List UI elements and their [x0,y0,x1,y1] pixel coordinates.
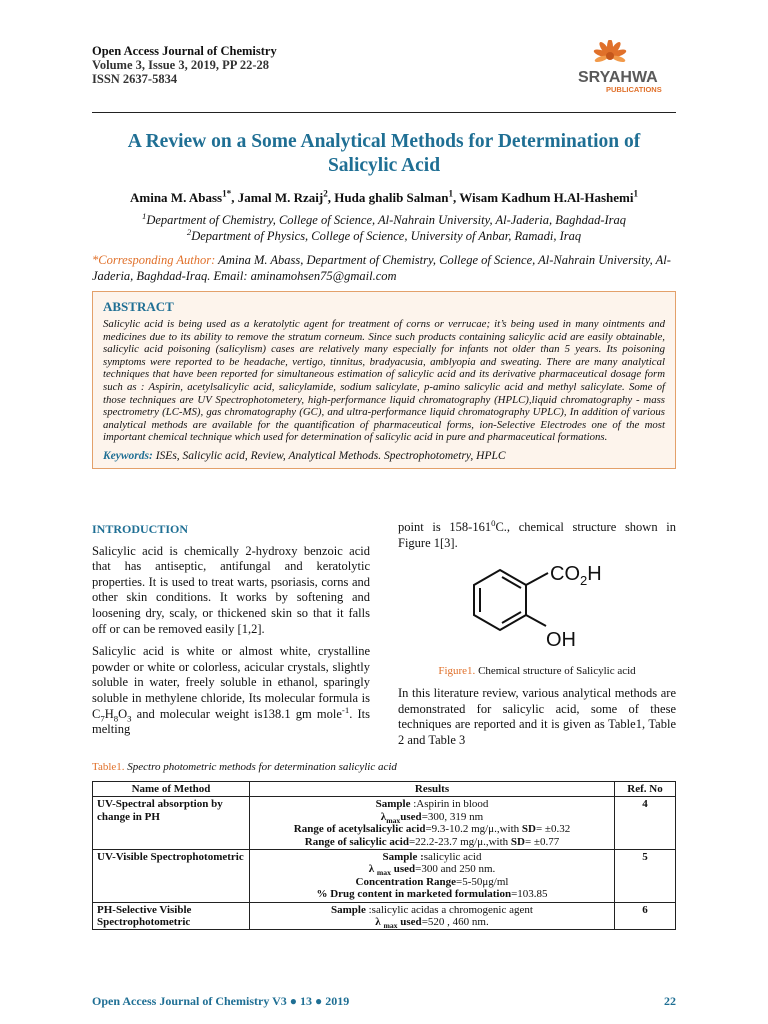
intro-paragraph-4: In this literature review, various analytical methods are demonstrated for salicylic acid, some of these techniques are reported and it is given as Table1, Table 2 and Table 3 [398,686,676,747]
author: Wisam Kadhum H.Al-Hashemi [459,190,634,205]
author-list: Amina M. Abass$^{1*}$, Jamal M. Rzaij$^2$, Huda ghalib Salman$^1$, Wisam Kadhum H.Al-Hashemi$^1$ [129,188,639,205]
table-label: Table1. [92,761,125,773]
keywords-label: Keywords: [103,449,153,462]
corresponding-text: Amina M. Abass, Department of Chemistry, College of Science, Al-Nahrain University, Al-Jaderia, Baghdad-Iraq. Email: aminamohsen75@gmail.com [92,253,671,283]
table-row [93,797,676,850]
text-run: =103.85 [511,888,548,901]
author-sup: 1 [448,188,453,199]
figure-label: Figure1. [438,665,476,677]
text-run: SD [510,835,525,848]
author-sup: 1* [222,188,232,199]
abstract-text: Salicylic acid is being used as a keratolytic agent for treatment of corns or verrucae; it’s being used in many ointments and medicines due to its ability to remove the stratum corneum. Since such products containing salicylic acid are easily obtainable, salicylic acid poisoning (salicylism) cases are relatively many especially for infants not older than 5 years. Its poisoning symptoms were reported to be headache, vertigo, tinnitus, bradyacusia, amblyopia and sweating. There are many analytical techniques that have been reported for simultaneous estimation of salicylic acid and its derivative pharmaceutical dosage form such as : Aspirin, acetylsalicylic acid, salicylamide, sodium salicylate, p-amino salicylic acid and methyl salicylate. Some of those techniques are UV Spectrophotometery, high-performance liquid chromatography (HPLC),liquid chromatography - mass spectrometry (LC-MS), gas chromatography (GC), and ultra-performance liquid chromatography UPLC), In addition of various analytical methods are available for the quantification of pharmaceutical forms, ion-Selective Electrodes one of the most important chemical technique which used for determination of salicylic acid in pure and pharmaceutical formations. [103,318,665,444]
paper-title: A Review on a Some Analytical Methods for Determination of Salicylic Acid [127,131,641,176]
intro-left-column [92,522,370,745]
results-cell [250,850,615,903]
co2h-label: $CO_2H$ [550,563,602,588]
header-cell: Results [250,782,615,797]
author-sup: 1 [633,188,639,199]
section-heading: INTRODUCTION [92,522,189,536]
text-run: salicylic acid [423,851,482,864]
text-run: point is 158-161 [398,520,492,534]
table-caption-text: Spectro photometric methods for determination salicylic acid [124,761,397,773]
text-run: Sample : [382,851,424,864]
table-caption [92,761,397,773]
intro-paragraph-3 [398,517,676,551]
header-cell: Name of Method [93,782,250,797]
benzene-ring-icon [460,556,620,656]
results-cell [250,797,615,850]
text-run: =22.2-23.7 mg/μ.,with [408,835,511,848]
methods-table [92,781,676,930]
abstract-heading: ABSTRACT [103,299,174,314]
text-run: Concentration Range [355,875,457,888]
text-run: -1 [341,704,350,715]
footer-journal: Open Access Journal of Chemistry V3 ● 13 ● 2019 [92,994,350,1008]
text-run: 0 [491,517,496,528]
publisher-logo [574,40,684,98]
text-run: =300 and 250 nm. [415,863,496,876]
text-run: = ±0.32 [535,823,571,836]
corresponding-label: *Corresponding Author: [92,253,216,267]
text-run: used [397,916,422,929]
results-cell [250,902,615,930]
text-run: Sample [375,798,414,811]
text-run: Range of acetylsalicylic acid [293,823,426,836]
page-number: 22 [664,994,676,1008]
abstract-box [92,291,676,469]
table-row [93,902,676,930]
affiliations [92,212,676,244]
header-cell: Ref. No [615,782,676,797]
page-footer [92,994,676,1009]
journal-volume: Volume 3, Issue 3, 2019, PP 22-28 [92,58,269,72]
affiliation: Department of Chemistry, College of Science, Al-Nahrain University, Al-Jaderia, Baghdad-Iraq [146,213,627,227]
text-run: used [400,810,422,823]
text-run: =9.3-10.2 mg/μ.,with [425,823,522,836]
text-run: Range of salicylic acid [304,835,409,848]
text-run: 7 [100,713,105,724]
table-row [93,850,676,903]
text-run: =5-50μg/ml [456,875,509,888]
text-run: =300, 319 nm [421,810,484,823]
method-cell: UV-Spectral absorption by change in PH [93,797,250,850]
text-run: . Its melting [92,706,370,737]
text-run: = ±0.77 [524,835,560,848]
text-run: % Drug content in marketed formulation [316,888,512,901]
text-run: SD [521,823,536,836]
header-rule [92,112,676,113]
logo-sub: PUBLICATIONS [606,85,662,94]
journal-issn: ISSN 2637-5834 [92,72,178,86]
figure-caption-text: Chemical structure of Salicylic acid [475,665,636,677]
text-run: max [386,816,401,825]
logo-name: SRYAHWA [578,69,658,86]
aff-sup: 1 [141,210,147,221]
ref-cell: 6 [615,902,676,930]
method-cell: UV-Visible Spectrophotometric [93,850,250,903]
corresponding-author [92,252,676,284]
text-run: max [383,921,398,931]
text-run: :Aspirin in blood [413,798,489,811]
text-run: max [376,868,391,878]
text-run: λ [375,916,384,929]
author: Huda ghalib Salman [334,190,449,205]
affiliation: Department of Physics, College of Science, University of Anbar, Ramadi, Iraq [191,229,582,243]
salicylic-acid-structure [460,556,620,656]
text-run: used [390,863,416,876]
aff-sup: 2 [186,226,192,237]
keywords [103,450,665,462]
intro-paragraph-2 [92,644,370,738]
text-run: 3 [127,713,132,724]
text-run: and molecular weight is138.1 gm mole [131,706,342,721]
text-run: H [104,706,114,721]
text-run: λ [368,863,377,876]
author-sup: 2 [323,188,328,199]
ref-cell: 5 [615,850,676,903]
text-run: Sample [331,903,369,916]
text-run: 8 [113,713,119,724]
author: Jamal M. Rzaij [237,190,324,205]
method-cell: PH-Selective Visible Spectrophotometric [93,902,250,930]
text-run: C., chemical structure shown in Figure 1[3]. [398,520,676,550]
intro-right-column [398,517,676,551]
keywords-text: ISEs, Salicylic acid, Review, Analytical Methods. Spectrophotometry, HPLC [152,449,506,462]
journal-name: Open Access Journal of Chemistry [92,44,277,58]
text-run: =520 , 460 nm. [421,916,489,929]
text-run: :salicylic acidas a chromogenic agent [368,903,533,916]
table-header-row [93,782,676,797]
text-run: O [118,706,128,721]
intro-paragraph-1: Salicylic acid is chemically 2-hydroxy benzoic acid that has antiseptic, antifungal and keratolytic properties. It is used to treat warts, psoriasis, corns and other skin conditions. It works by softening and loosening dry, scaly, or thickened skin so that it falls off or can be removed easily [1,2]. [92,543,370,636]
author: Amina M. Abass [129,190,223,205]
text-run: λ [380,810,387,823]
oh-label: OH [546,629,576,651]
flower-icon [574,40,684,98]
text-run: Salicylic acid is white or almost white, crystalline powder or white or colorless, acicular crystals, slightly soluble in water, freely soluble in ethanol, sparingly soluble in methylene chloride, Its molecular formula is C [92,644,370,721]
figure-caption [398,665,676,677]
journal-header [92,44,277,86]
ref-cell: 4 [615,797,676,850]
